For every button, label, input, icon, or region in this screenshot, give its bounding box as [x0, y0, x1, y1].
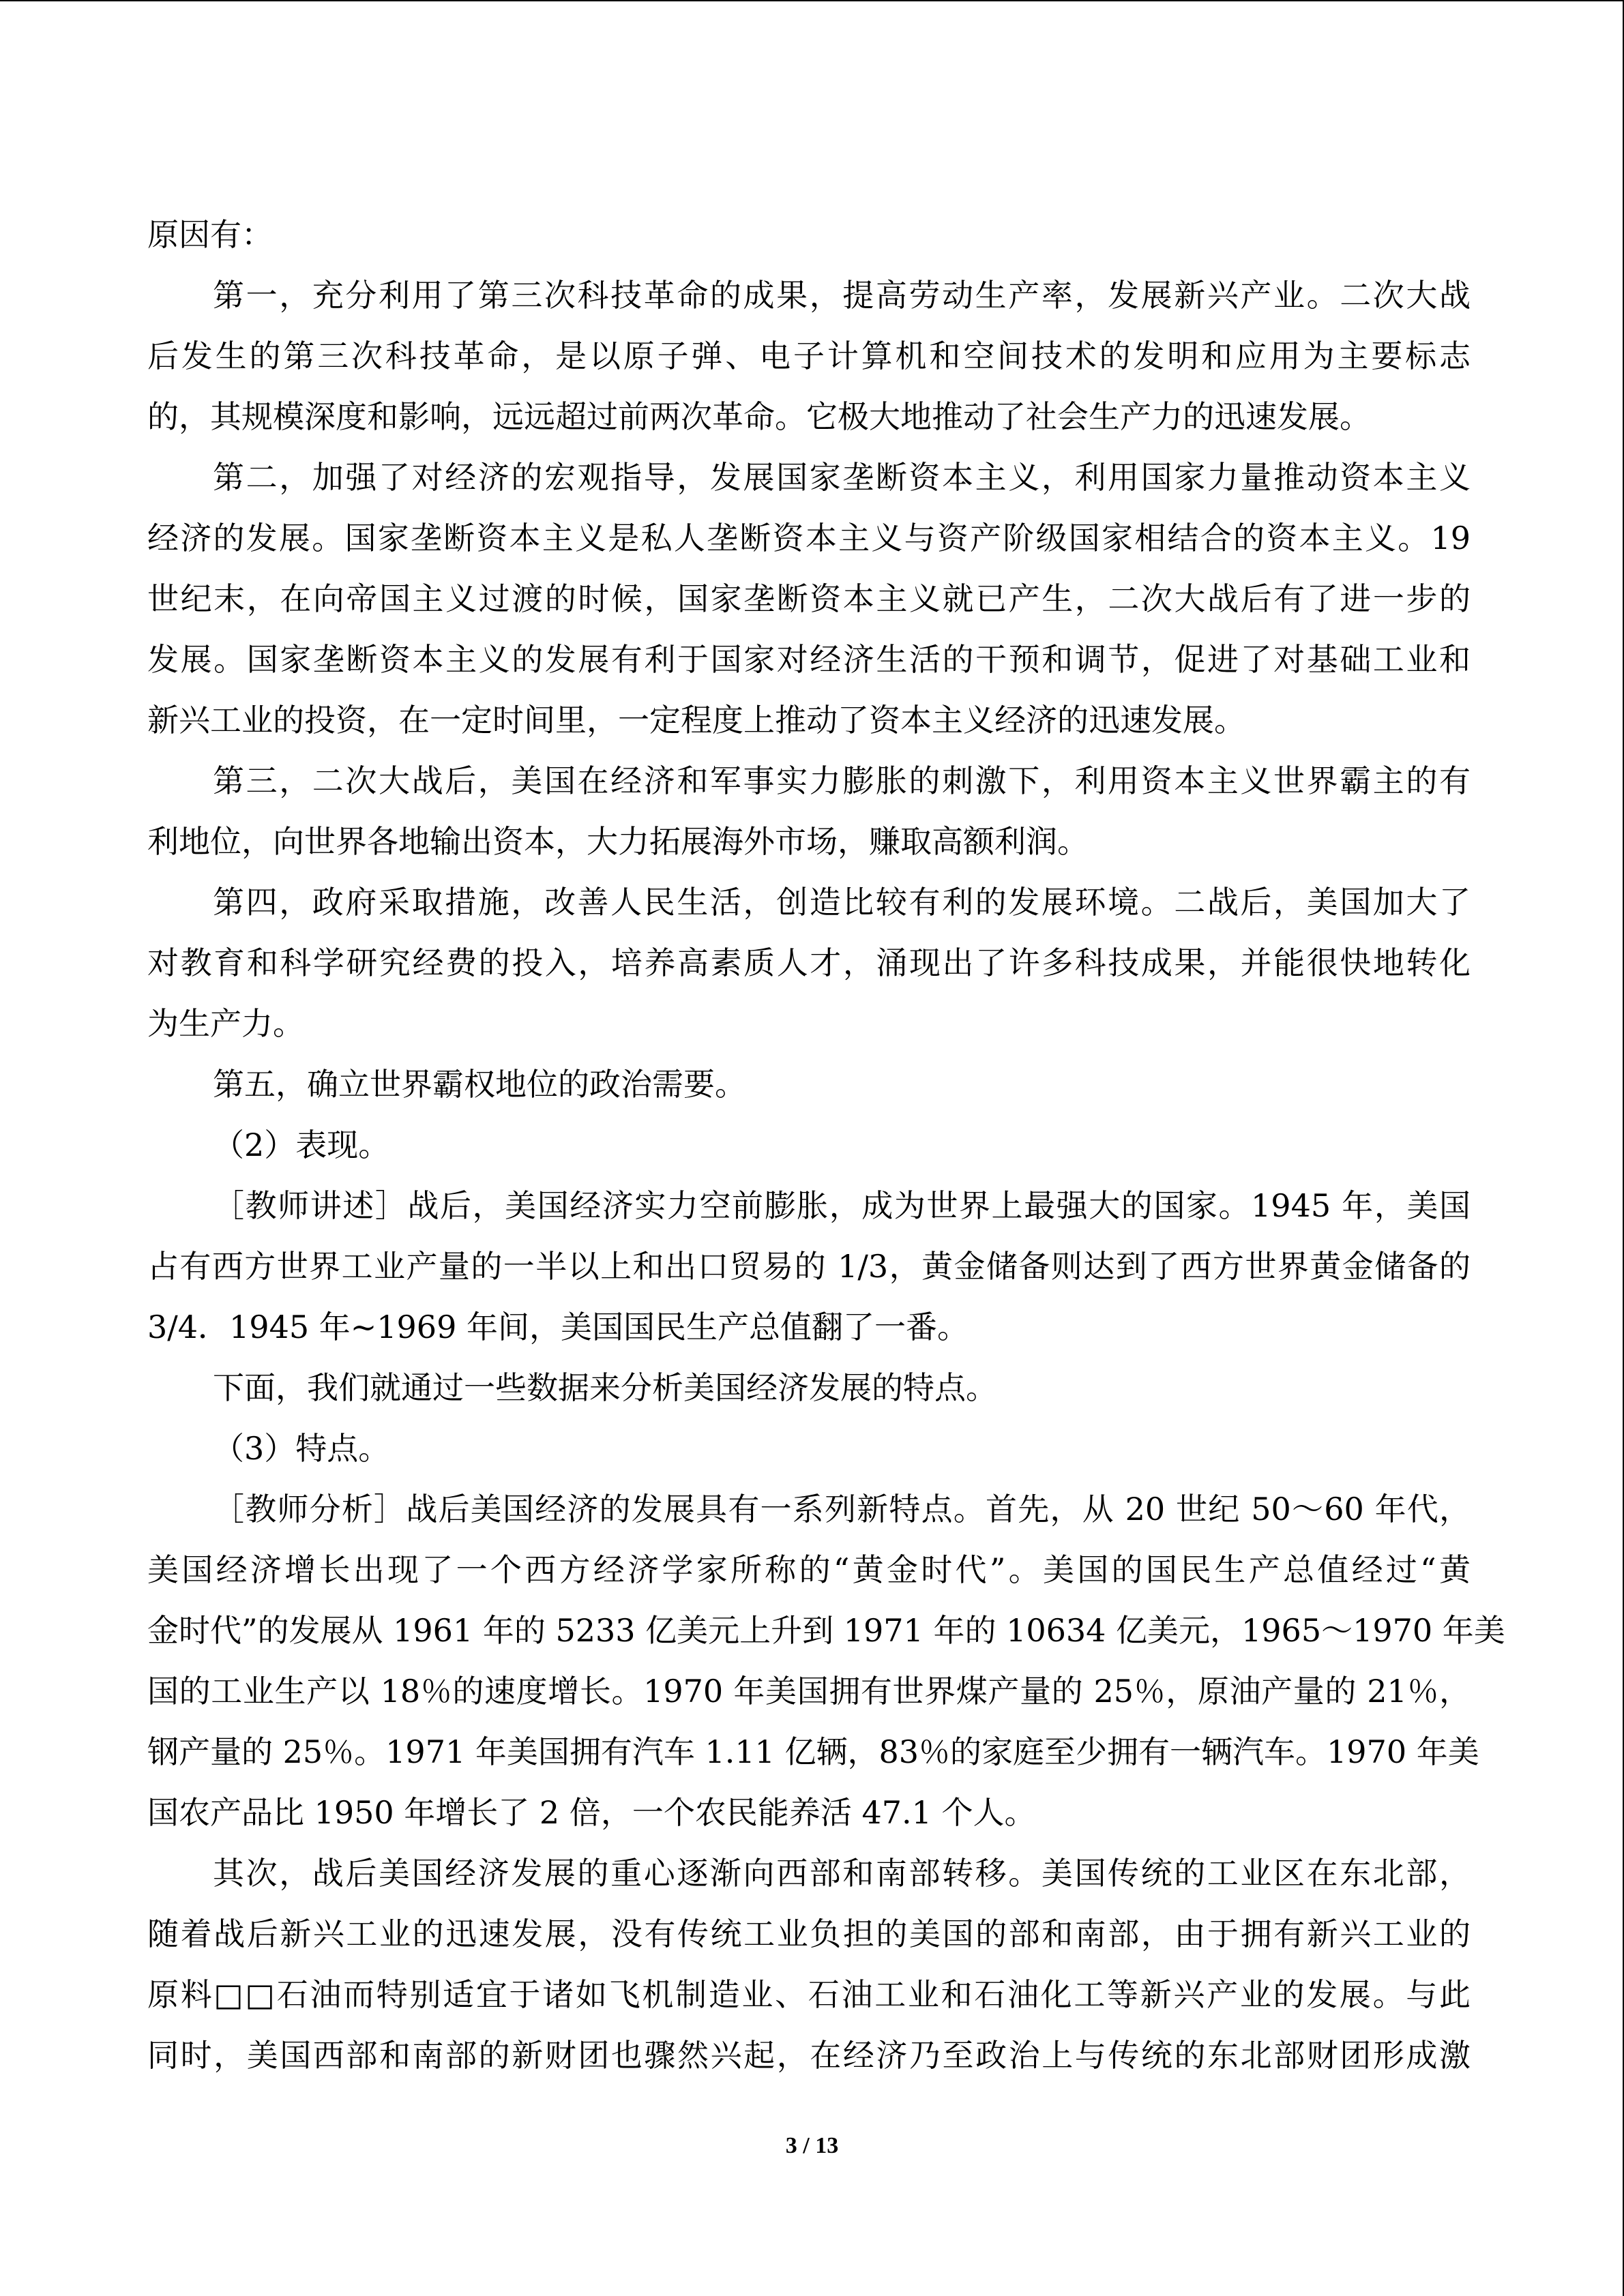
page-number: 3 / 13 — [785, 2133, 839, 2158]
text-line: 金时代”的发展从 1961 年的 5233 亿美元上升到 1971 年的 10634 亿美元，1965～1970 年美 — [147, 1612, 1505, 1649]
text-line: 经济的发展。国家垄断资本主义是私人垄断资本主义与资产阶级国家相结合的资本主义。19 — [147, 520, 1471, 556]
text-line: （3）特点。 — [213, 1430, 390, 1467]
text-line: 对教育和科学研究经费的投入，培养高素质人才，涌现出了许多科技成果，并能很快地转化 — [147, 944, 1471, 981]
text-line: 其次，战后美国经济发展的重心逐渐向西部和南部转移。美国传统的工业区在东北部， — [213, 1855, 1471, 1892]
text-line: 利地位，向世界各地输出资本，大力拓展海外市场，赚取高额利润。 — [147, 823, 1089, 860]
text-line: 随着战后新兴工业的迅速发展，没有传统工业负担的美国的部和南部，由于拥有新兴工业的 — [147, 1915, 1471, 1952]
text-line: 新兴工业的投资，在一定时间里，一定程度上推动了资本主义经济的迅速发展。 — [147, 702, 1245, 739]
text-line: （2）表现。 — [213, 1127, 390, 1163]
text-line: 第四，政府采取措施，改善人民生活，创造比较有利的发展环境。二战后，美国加大了 — [213, 884, 1471, 921]
text-line: 原因有： — [147, 216, 273, 253]
text-line: 世纪末，在向帝国主义过渡的时候，国家垄断资本主义就已产生，二次大战后有了进一步的 — [147, 580, 1471, 617]
text-line: 占有西方世界工业产量的一半以上和出口贸易的 1/3，黄金储备则达到了西方世界黄金储备的 — [147, 1248, 1471, 1285]
text-line: 的，其规模深度和影响，远远超过前两次革命。它极大地推动了社会生产力的迅速发展。 — [147, 398, 1371, 435]
text-line: 为生产力。 — [147, 1005, 304, 1042]
text-line: 后发生的第三次科技革命，是以原子弹、电子计算机和空间技术的发明和应用为主要标志 — [147, 338, 1471, 374]
text-line: 原料□□石油而特别适宜于诸如飞机制造业、石油工业和石油化工等新兴产业的发展。与此 — [147, 1976, 1471, 2013]
text-line: 同时，美国西部和南部的新财团也骤然兴起，在经济乃至政治上与传统的东北部财团形成激 — [147, 2037, 1471, 2074]
text-line: 第三，二次大战后，美国在经济和军事实力膨胀的刺激下，利用资本主义世界霸主的有 — [213, 762, 1471, 799]
text-line: 国农产品比 1950 年增长了 2 倍，一个农民能养活 47.1 个人。 — [147, 1794, 1036, 1831]
text-line: 美国经济增长出现了一个西方经济学家所称的“黄金时代”。美国的国民生产总值经过“黄 — [147, 1551, 1471, 1588]
text-line: 发展。国家垄断资本主义的发展有利于国家对经济生活的干预和调节，促进了对基础工业和 — [147, 641, 1471, 678]
text-line: 下面，我们就通过一些数据来分析美国经济发展的特点。 — [213, 1369, 997, 1406]
text-line: 钢产量的 25％。1971 年美国拥有汽车 1.11 亿辆，83％的家庭至少拥有一辆汽车。1970 年美 — [147, 1733, 1479, 1770]
page-border-top — [0, 0, 1624, 1]
text-line: 第五，确立世界霸权地位的政治需要。 — [213, 1066, 746, 1103]
text-line: 国的工业生产以 18％的速度增长。1970 年美国拥有世界煤产量的 25％，原油产量的 21％， — [147, 1673, 1471, 1710]
text-line: 3/4．1945 年~1969 年间，美国国民生产总值翻了一番。 — [147, 1309, 969, 1345]
text-line: ［教师分析］战后美国经济的发展具有一系列新特点。首先，从 20 世纪 50～60 年代， — [213, 1491, 1471, 1527]
text-line: 第一，充分利用了第三次科技革命的成果，提高劳动生产率，发展新兴产业。二次大战 — [213, 277, 1471, 314]
text-line: 第二，加强了对经济的宏观指导，发展国家垄断资本主义，利用国家力量推动资本主义 — [213, 459, 1471, 496]
document-body — [147, 205, 1505, 2086]
text-line: ［教师讲述］战后，美国经济实力空前膨胀，成为世界上最强大的国家。1945 年，美国 — [213, 1187, 1471, 1224]
